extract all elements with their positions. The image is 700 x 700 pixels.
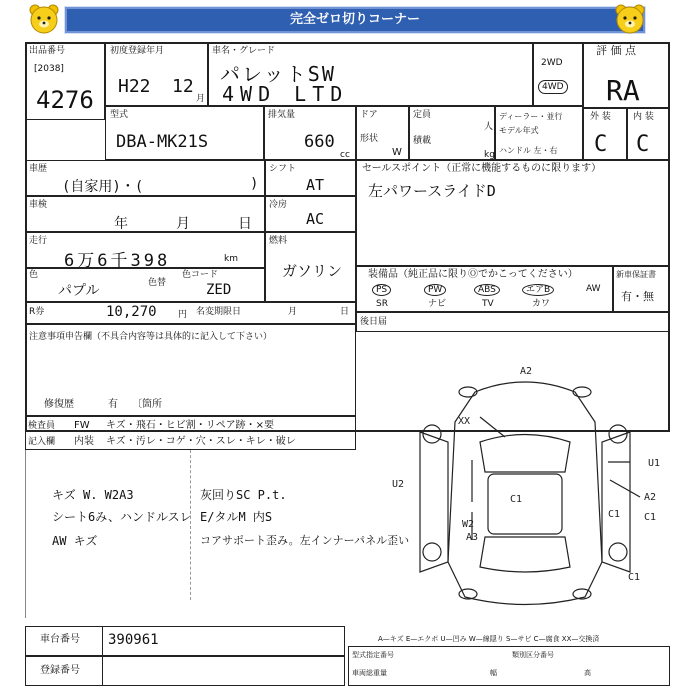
equip-leather: カワ [532, 299, 551, 309]
mark-c1-center: C1 [510, 494, 523, 505]
history-value: (自家用)・( [62, 179, 144, 195]
doors-label: ドア [360, 110, 378, 120]
inspection-day: 日 [238, 216, 252, 232]
reg-label: 登録番号 [40, 665, 80, 676]
shift-value: AT [306, 176, 325, 194]
shape-label: 形状 [360, 134, 379, 144]
mileage-label: 走行 [29, 236, 48, 246]
ac-value: AC [306, 210, 325, 228]
lot-sub: [2038] [34, 64, 64, 74]
mileage-value: 6万6千398 [64, 251, 171, 271]
color-label: 色 [29, 270, 39, 280]
history-box [25, 160, 265, 196]
first-reg-era: H22 [118, 76, 151, 97]
header-banner [64, 6, 646, 34]
displacement-value: 660 [304, 132, 335, 152]
ac-label: 冷房 [269, 200, 288, 210]
capacity-label: 定員 [413, 110, 432, 120]
fuel-label: 燃料 [269, 236, 288, 246]
recycle-expiry: 名変期限日 [196, 307, 242, 317]
score-label: 評 価 点 [596, 44, 636, 57]
mark-a3: A3 [466, 532, 479, 543]
dealer-label: ディーラー・並行 [499, 112, 563, 121]
equip-aw: AW [586, 284, 601, 294]
drive-box [533, 42, 583, 106]
interior-value: C [636, 132, 650, 157]
recycle-label: R券 [29, 307, 45, 317]
mark-c1-right: C1 [644, 512, 657, 523]
hand-left-2: シート6み、ハンドルスレ [52, 510, 192, 524]
interior-label: 内 装 [633, 112, 654, 122]
inspector-label1: 検査員 [28, 421, 56, 431]
recycle-day: 日 [340, 307, 350, 317]
equip-airbag: エアB [522, 284, 554, 296]
hand-right-2: E/タルM 内S [200, 510, 273, 524]
shape-value: W [392, 147, 402, 158]
displacement-label: 排気量 [268, 110, 296, 120]
color-value: パプル [58, 283, 100, 299]
displacement-unit: cc [340, 150, 350, 160]
vehicle-label: 車名・グレード [212, 46, 276, 56]
color-code: ZED [206, 282, 232, 298]
handwritten-divider [190, 450, 192, 600]
capacity-unit: 人 [484, 122, 494, 132]
hand-left-1: キズ W. W2A3 [52, 488, 134, 502]
mark-xx: XX [458, 416, 471, 427]
inspection-year: 年 [114, 216, 128, 232]
spec-b2: 類別区分番号 [512, 651, 554, 659]
notes-has: 有 [108, 399, 118, 410]
load-unit: kg [484, 150, 495, 160]
mark-c1-side: C1 [608, 509, 621, 520]
drive-2wd: 2WD [541, 58, 563, 68]
spec-box [348, 646, 670, 686]
equip-navi: ナビ [428, 299, 447, 309]
inspection-box [25, 196, 265, 232]
shift-label: シフト [269, 164, 297, 174]
notes-repair: 修復歴 [44, 399, 74, 410]
after-ins-box [356, 312, 670, 332]
recycle-box [25, 302, 356, 324]
color-tone-label: 色替 [148, 278, 167, 288]
spec-b1: 型式指定番号 [352, 651, 394, 659]
equip-abs: ABS [474, 284, 500, 296]
damage-legend: A—キズ E—エクボ U—凹み W—線隠り S—サビ C—腐食 XX—交換済 [378, 635, 600, 643]
first-reg-label: 初度登録年月 [110, 46, 165, 56]
vehicle-grade: 4WD LTD [222, 82, 349, 106]
inspector-row1: キズ・飛石・ヒビ割・リペア跡・×要 [106, 420, 274, 431]
mark-a2-top: A2 [520, 366, 533, 377]
mark-c1-bottom: C1 [628, 572, 641, 583]
equipment-label: 装備品（純正品に限りⓄでかこってください） [368, 269, 578, 280]
hand-left-3: AW キズ [52, 534, 98, 548]
car-damage-diagram [380, 362, 670, 622]
after-ins-label: 後日届 [360, 317, 388, 327]
inspector-label2: 記入欄 [28, 437, 56, 447]
recycle-value: 10,270 [106, 304, 157, 320]
fuel-value: ガソリン [282, 262, 343, 280]
bear-mascot-icon [612, 2, 648, 38]
mark-a2-right: A2 [644, 492, 657, 503]
equip-ps: PS [372, 284, 391, 296]
recycle-unit: 円 [178, 310, 188, 320]
lot-number: 4276 [36, 86, 94, 114]
inspector-row2-head: 内装 [74, 436, 94, 447]
chassis-label: 車台番号 [40, 634, 80, 645]
bear-mascot-icon [26, 2, 62, 38]
notes-place: 〔箇所 [132, 399, 162, 410]
recycle-month: 月 [288, 307, 298, 317]
inspector-row1-head: FW [74, 420, 90, 431]
spec-b4: 幅 [490, 669, 497, 677]
load-label: 積載 [413, 136, 432, 146]
dealer-model-year: モデル年式 [499, 126, 539, 135]
dealer-handle: ハンドル 左・右 [499, 146, 558, 155]
exterior-label: 外 装 [590, 112, 611, 122]
mileage-unit: km [224, 254, 238, 264]
warranty-label: 新車保証書 [616, 270, 656, 279]
equip-sr: SR [376, 299, 388, 309]
hand-right-1: 灰回りSC P.t. [200, 488, 287, 502]
hand-right-3: コアサポート歪み。左インナーパネル歪い [200, 534, 410, 547]
inspection-label: 車検 [29, 200, 48, 210]
chassis-value: 390961 [108, 632, 159, 648]
notes-label: 注意事項申告欄（不具合内容等は具体的に記入して下さい） [29, 332, 273, 342]
sales-label: セールスポイント（正常に機能するものに限ります） [362, 163, 602, 174]
lot-label: 出品番号 [29, 46, 66, 56]
sales-value: 左パワースライドD [368, 182, 496, 200]
equip-pw: PW [424, 284, 446, 296]
exterior-value: C [594, 132, 608, 157]
mark-u1: U1 [648, 458, 661, 469]
sales-box [356, 160, 670, 266]
mark-w2: W2 [462, 519, 475, 530]
inspector-row2: キズ・汚レ・コゲ・穴・スレ・キレ・破レ [106, 436, 296, 447]
first-reg-month-unit: 月 [196, 94, 206, 104]
model-value: DBA-MK21S [116, 132, 209, 152]
history-close: ) [250, 176, 259, 192]
model-label: 型式 [110, 110, 129, 120]
drive-4wd: 4WD [538, 80, 568, 94]
warranty-value: 有・無 [621, 290, 654, 303]
mark-u2: U2 [392, 479, 405, 490]
spec-b5: 高 [584, 669, 591, 677]
equip-tv: TV [482, 299, 494, 309]
header-title: 完全ゼロ切りコーナー [289, 12, 420, 27]
color-code-label: 色コード [182, 270, 219, 280]
vehicle-name: パレットSW [220, 62, 336, 86]
first-reg-month: 12 [172, 76, 194, 97]
score-value: RA [606, 74, 640, 107]
history-label: 車歴 [29, 164, 48, 174]
inspection-month: 月 [176, 216, 190, 232]
spec-b3: 車両総重量 [352, 669, 387, 677]
